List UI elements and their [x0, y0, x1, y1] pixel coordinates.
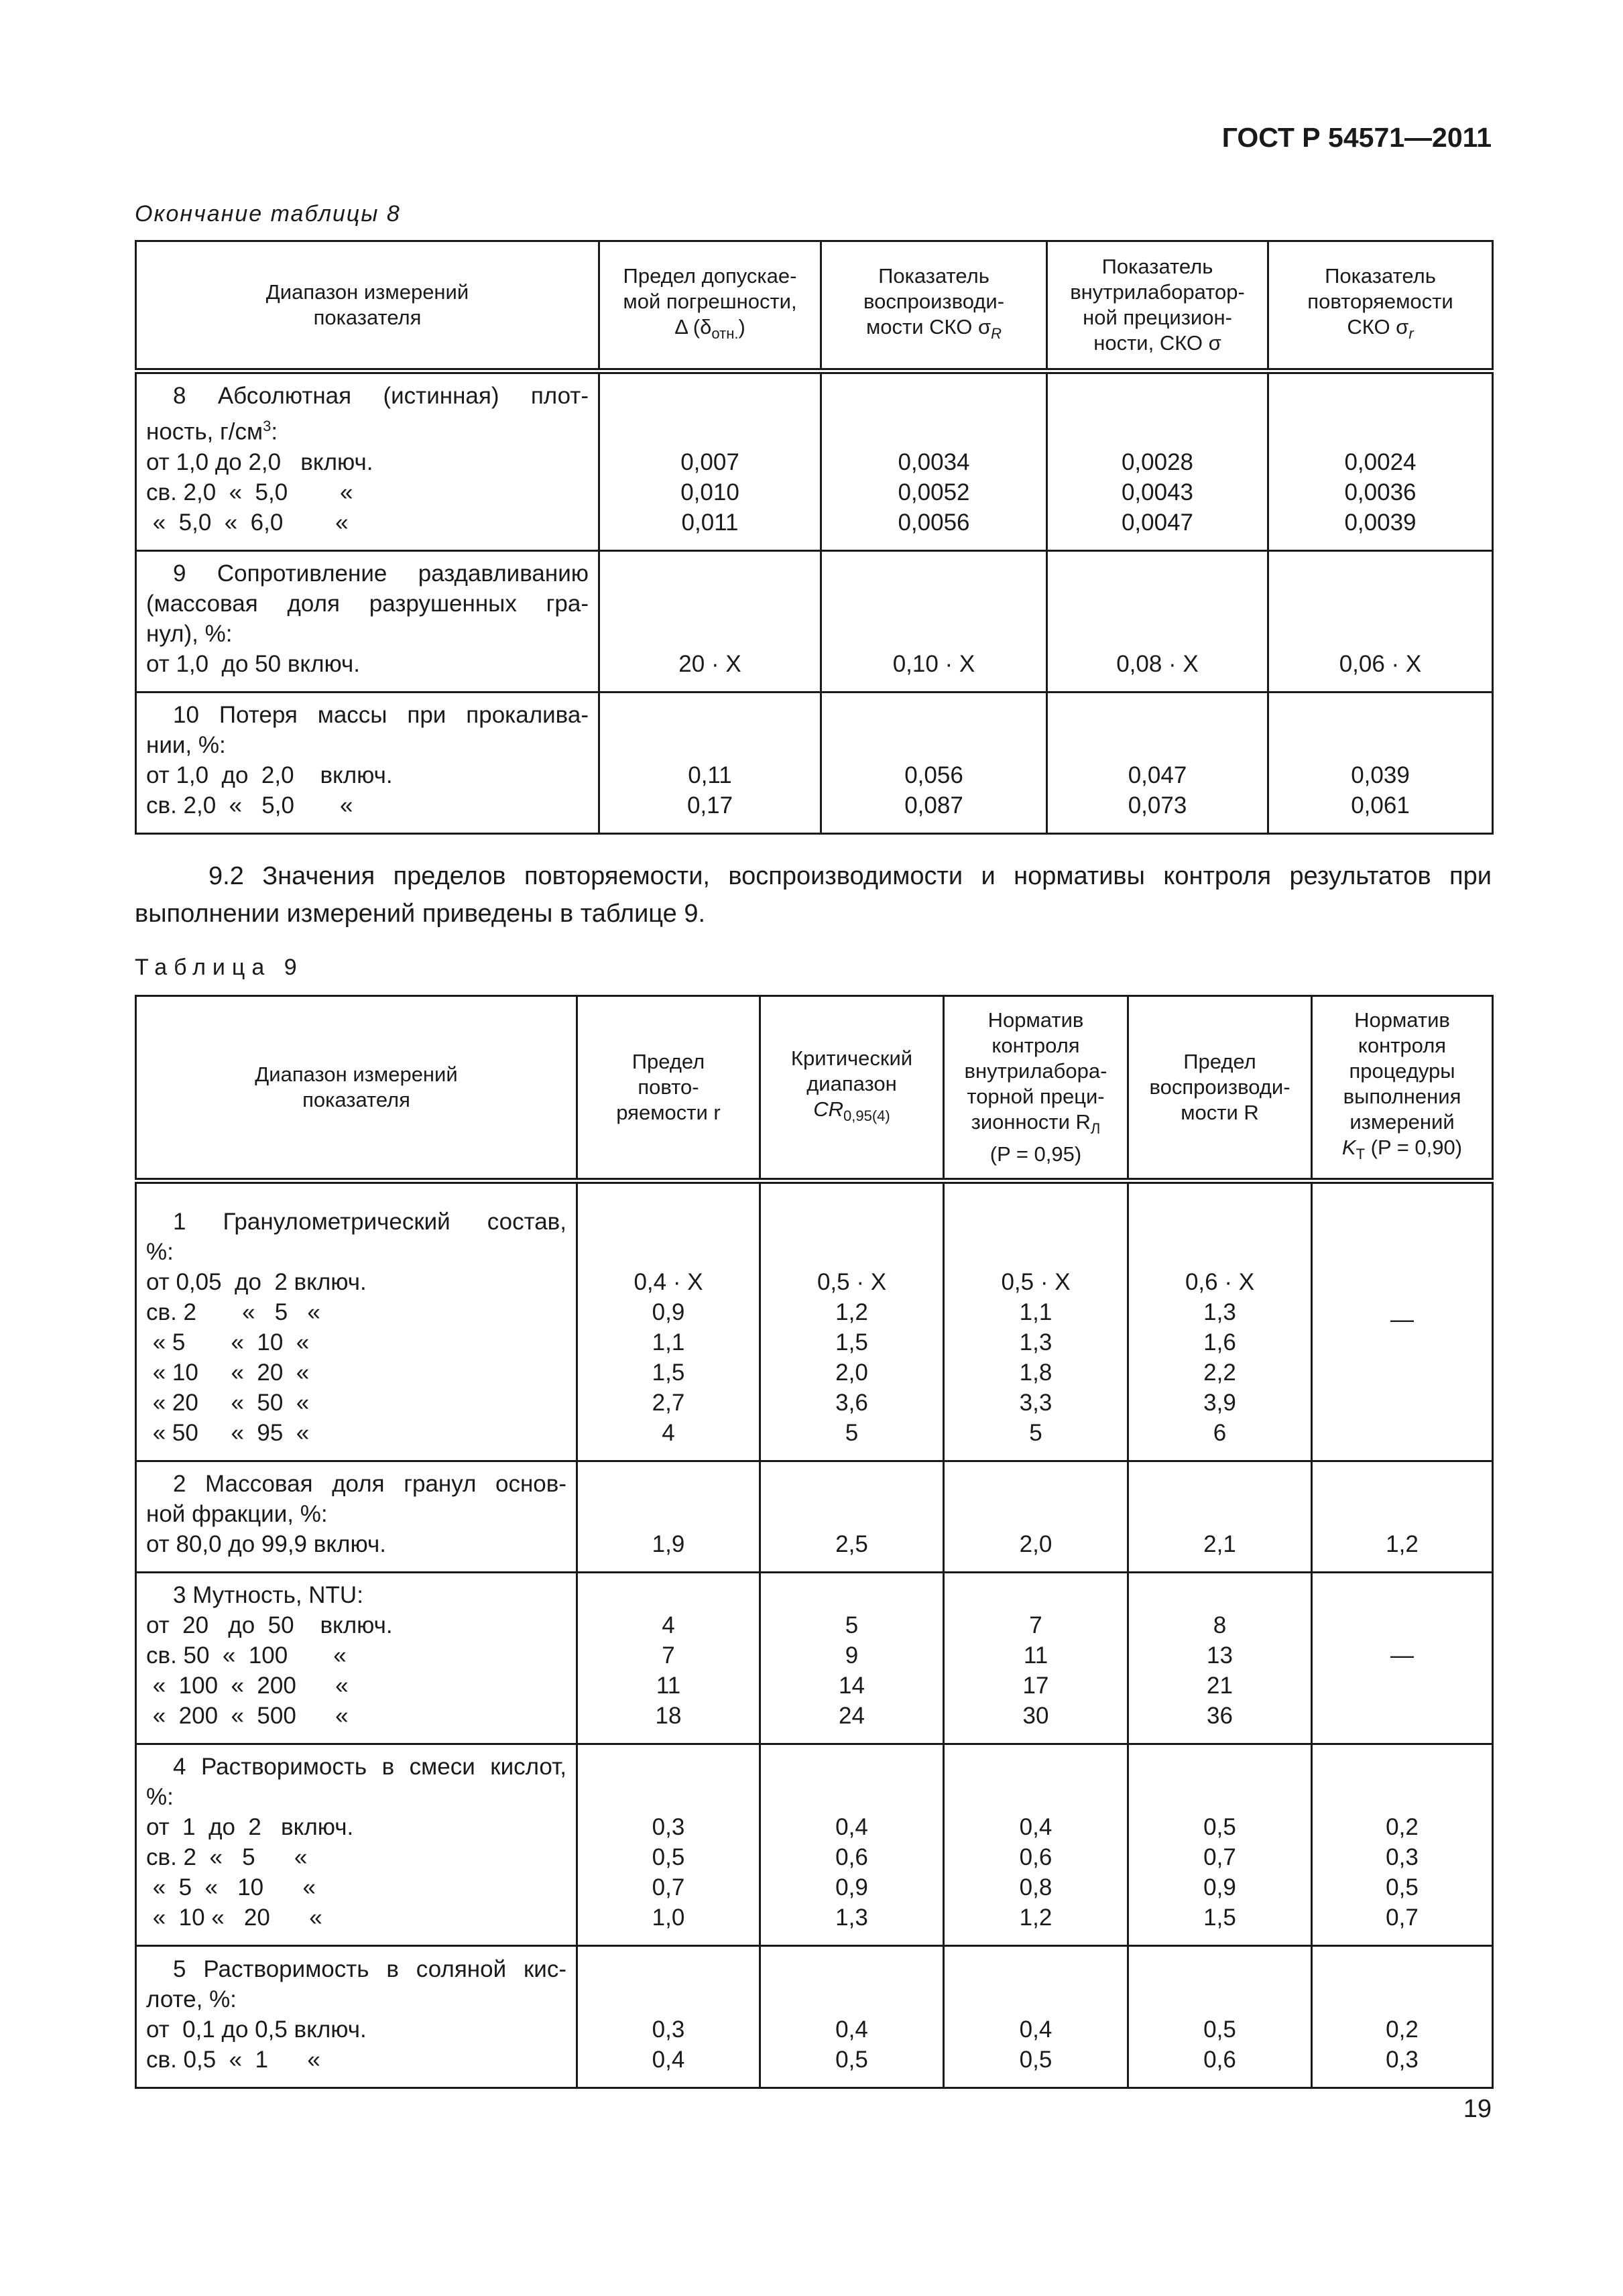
table-8 [135, 240, 1494, 835]
cell: 0,6 · X 1,3 1,6 2,2 3,9 6 [1128, 1181, 1312, 1461]
row-label: 9 Сопротивление раздавливанию (массовая доля разрушенных гра- нул), %: от 1,0 до 50 включ. [136, 551, 599, 692]
table8-caption: Окончание таблицы 8 [135, 201, 401, 227]
cell: 8 13 21 36 [1128, 1573, 1312, 1744]
cell: 0,0028 0,0043 0,0047 [1047, 371, 1268, 551]
cell: 0,5 · X 1,1 1,3 1,8 3,3 5 [944, 1181, 1128, 1461]
t9-col-intralab-norm: Норматив контроля внутрилабора- торной преци- зионности $R_Л$ (P = 0,95) [944, 996, 1128, 1181]
row-label: 1 Гранулометрический состав, %: от 0,05 до 2 включ. св. 2 « 5 « « 5 « 10 « « 10 « 20 « « 20 « 50 « « 50 « 95 « [136, 1181, 577, 1461]
page-number: 19 [1463, 2095, 1492, 2123]
cell: 2,5 [760, 1461, 944, 1573]
cell: 0,0024 0,0036 0,0039 [1268, 371, 1493, 551]
table-row [136, 1573, 1493, 1744]
cell: 0,06 · X [1268, 551, 1493, 692]
cell: 0,2 0,3 [1312, 1946, 1493, 2088]
cell: 0,3 0,5 0,7 1,0 [577, 1744, 760, 1946]
cell: 0,4 0,6 0,9 1,3 [760, 1744, 944, 1946]
t8-col-error-limit: Предел допускае- мой погрешности, Δ $(\delta_{отн.})$ [599, 241, 821, 371]
row-label: 4 Растворимость в смеси кислот, %: от 1 до 2 включ. св. 2 « 5 « « 5 « 10 « « 10 « 20 « [136, 1744, 577, 1946]
cell: — [1312, 1573, 1493, 1744]
row-label: 3 Мутность, NTU: от 20 до 50 включ. св. 50 « 100 « « 100 « 200 « « 200 « 500 « [136, 1573, 577, 1744]
table-row [136, 692, 1493, 834]
row-label: 5 Растворимость в соляной кис- лоте, %: от 0,1 до 0,5 включ. св. 0,5 « 1 « [136, 1946, 577, 2088]
cell: 0,10 · X [821, 551, 1047, 692]
cell: 0,08 · X [1047, 551, 1268, 692]
cell: 0,11 0,17 [599, 692, 821, 834]
cell: 0,047 0,073 [1047, 692, 1268, 834]
cell: 0,5 0,7 0,9 1,5 [1128, 1744, 1312, 1946]
document-id: ГОСТ Р 54571—2011 [1221, 122, 1492, 153]
t8-col-range: Диапазон измерений показателя [136, 241, 599, 371]
t8-col-intralab-precision: Показатель внутрилаборатор- ной прецизион- ности, СКО σ [1047, 241, 1268, 371]
cell: 4 7 11 18 [577, 1573, 760, 1744]
table-row [136, 551, 1493, 692]
cell: 0,2 0,3 0,5 0,7 [1312, 1744, 1493, 1946]
table-row [136, 1946, 1493, 2088]
cell: 0,4 0,5 [944, 1946, 1128, 2088]
table-row [136, 1461, 1493, 1573]
cell: 7 11 17 30 [944, 1573, 1128, 1744]
t9-col-procedure-norm: Норматив контроля процедуры выполнения измерений $K_Т$ (P = 0,90) [1312, 996, 1493, 1181]
cell: 20 · X [599, 551, 821, 692]
t9-col-range: Диапазон измерений показателя [136, 996, 577, 1181]
t9-col-reproducibility-limit: Предел воспроизводи- мости R [1128, 996, 1312, 1181]
table-row [136, 371, 1493, 551]
row-label: 2 Массовая доля гранул основ- ной фракции, %: от 80,0 до 99,9 включ. [136, 1461, 577, 1573]
cell: 0,039 0,061 [1268, 692, 1493, 834]
cell: 0,3 0,4 [577, 1946, 760, 2088]
row-label: 8 Абсолютная (истинная) плот- ность, $г/см^3$: от 1,0 до 2,0 включ. св. 2,0 « 5,0 « « 5,0 « 6,0 « [136, 371, 599, 551]
t9-col-critical-range: Критический диапазон $CR_{0,95(4)}$ [760, 996, 944, 1181]
row-label: 10 Потеря массы при прокалива- нии, %: от 1,0 до 2,0 включ. св. 2,0 « 5,0 « [136, 692, 599, 834]
t8-col-repeatability: Показатель повторяемости СКО $\sigma_r$ [1268, 241, 1493, 371]
table9-caption: Таблица 9 [135, 955, 304, 980]
table-row [136, 1744, 1493, 1946]
cell: 5 9 14 24 [760, 1573, 944, 1744]
cell: 1,9 [577, 1461, 760, 1573]
cell: 2,0 [944, 1461, 1128, 1573]
table-9 [135, 995, 1494, 2089]
cell: — [1312, 1181, 1493, 1461]
cell: 0,4 0,5 [760, 1946, 944, 2088]
cell: 2,1 [1128, 1461, 1312, 1573]
t8-col-reproducibility: Показатель воспроизводи- мости СКО $\sigma_R$ [821, 241, 1047, 371]
cell: 0,007 0,010 0,011 [599, 371, 821, 551]
cell: 0,4 · X 0,9 1,1 1,5 2,7 4 [577, 1181, 760, 1461]
cell: 0,056 0,087 [821, 692, 1047, 834]
t9-col-repeatability-limit: Предел повто- ряемости r [577, 996, 760, 1181]
table-row [136, 1181, 1493, 1461]
cell: 0,0034 0,0052 0,0056 [821, 371, 1047, 551]
cell: 0,4 0,6 0,8 1,2 [944, 1744, 1128, 1946]
cell: 1,2 [1312, 1461, 1493, 1573]
paragraph-9-2: 9.2 Значения пределов повторяемости, воспроизводимости и нормативы контроля результатов при выполнении измерений приведены в таблице 9. [135, 862, 1492, 928]
cell: 0,5 0,6 [1128, 1946, 1312, 2088]
cell: 0,5 · X 1,2 1,5 2,0 3,6 5 [760, 1181, 944, 1461]
